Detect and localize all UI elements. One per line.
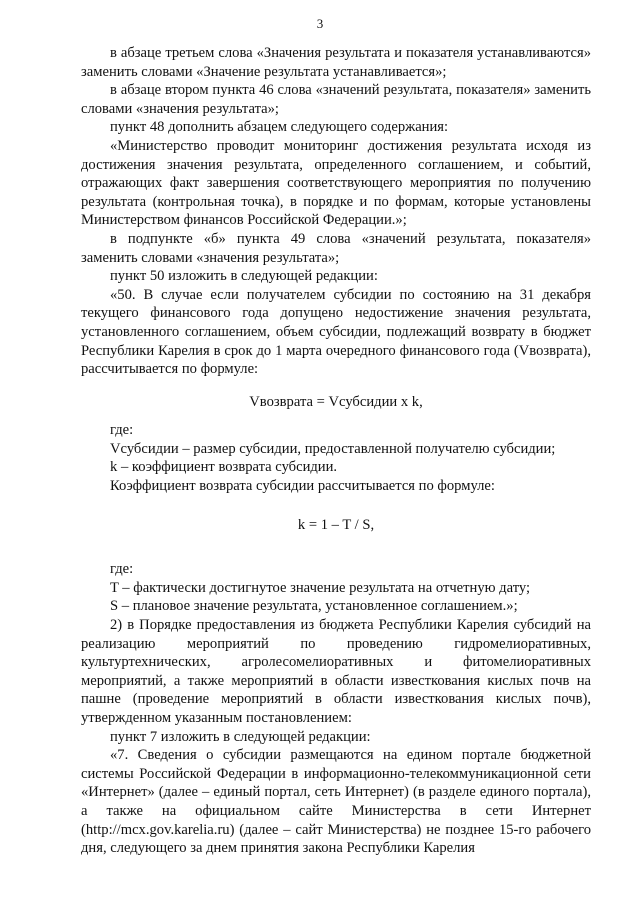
paragraph: пункт 50 изложить в следующей редакции: <box>110 268 378 285</box>
formula-return-coefficient: k = 1 – T / S, <box>297 516 375 533</box>
paragraph: где: <box>110 422 134 439</box>
paragraph: в подпункте «б» пункта 49 слова «значений результата, показателя» заменить словами «значения результата»; <box>81 230 591 266</box>
page-number: 3 <box>316 16 324 31</box>
paragraph: в абзаце втором пункта 46 слова «значений результата, показателя» заменить словами «значения результата»; <box>81 82 591 117</box>
paragraph: Коэффициент возврата субсидии рассчитывается по формуле: <box>110 478 495 495</box>
paragraph: пункт 7 изложить в следующей редакции: <box>110 728 371 745</box>
paragraph: S – плановое значение результата, установленное соглашением.»; <box>110 598 518 615</box>
paragraph: пункт 48 дополнить абзацем следующего содержания: <box>110 119 449 136</box>
paragraph: Vсубсидии – размер субсидии, предоставленной получателю субсидии; <box>110 440 556 457</box>
paragraph: 2) в Порядке предоставления из бюджета Республики Карелия субсидий на реализацию мероприятий по проведению гидромелиоративных, культуртехнических, агролесомелиоративных и фитомелиоративных мероприятий, а также мероприятий в области известкования кислых почв на пашне (проведение мероприятий в области известкования кислых почв), утвержденном указанным постановлением: <box>81 617 591 726</box>
paragraph: T – фактически достигнутое значение результата на отчетную дату; <box>110 579 531 596</box>
paragraph: «Министерство проводит мониторинг достижения результата исходя из достижения значения результата, определенного соглашением, и событий, отражающих факт завершения соответствующего мероприятия по получению результата (контрольная точка), в порядке и по формам, которые установлены Министерством финансов Российской Федерации.»; <box>81 137 591 229</box>
paragraph: k – коэффициент возврата субсидии. <box>110 459 338 476</box>
formula-return-volume: Vвозврата = Vсубсидии x k, <box>249 393 423 410</box>
document-body <box>81 44 591 858</box>
paragraph: «50. В случае если получателем субсидии по состоянию на 31 декабря текущего финансового года допущено недостижение значения результата, установленного соглашением, объем субсидии, подлежащий возврату в бюджет Республики Карелия в срок до 1 марта очередного финансового года (Vвозврата), рассчитывается по формуле: <box>81 286 591 378</box>
paragraph: «7. Сведения о субсидии размещаются на едином портале бюджетной системы Российской Федерации в информационно-телекоммуникационной сети «Интернет» (далее – единый портал, сеть Интернет) (в разделе единого портала), а также на официальном сайте Министерства в сети Интернет (http://mcx.gov.karelia.ru) (далее – сайт Министерства) не позднее 15-го рабочего дня, следующего за днем принятия закона Республики Карелия <box>81 747 591 857</box>
paragraph: в абзаце третьем слова «Значения результата и показателя устанавливаются» заменить словами «Значение результата устанавливается»; <box>81 45 591 80</box>
paragraph: где: <box>110 561 134 578</box>
